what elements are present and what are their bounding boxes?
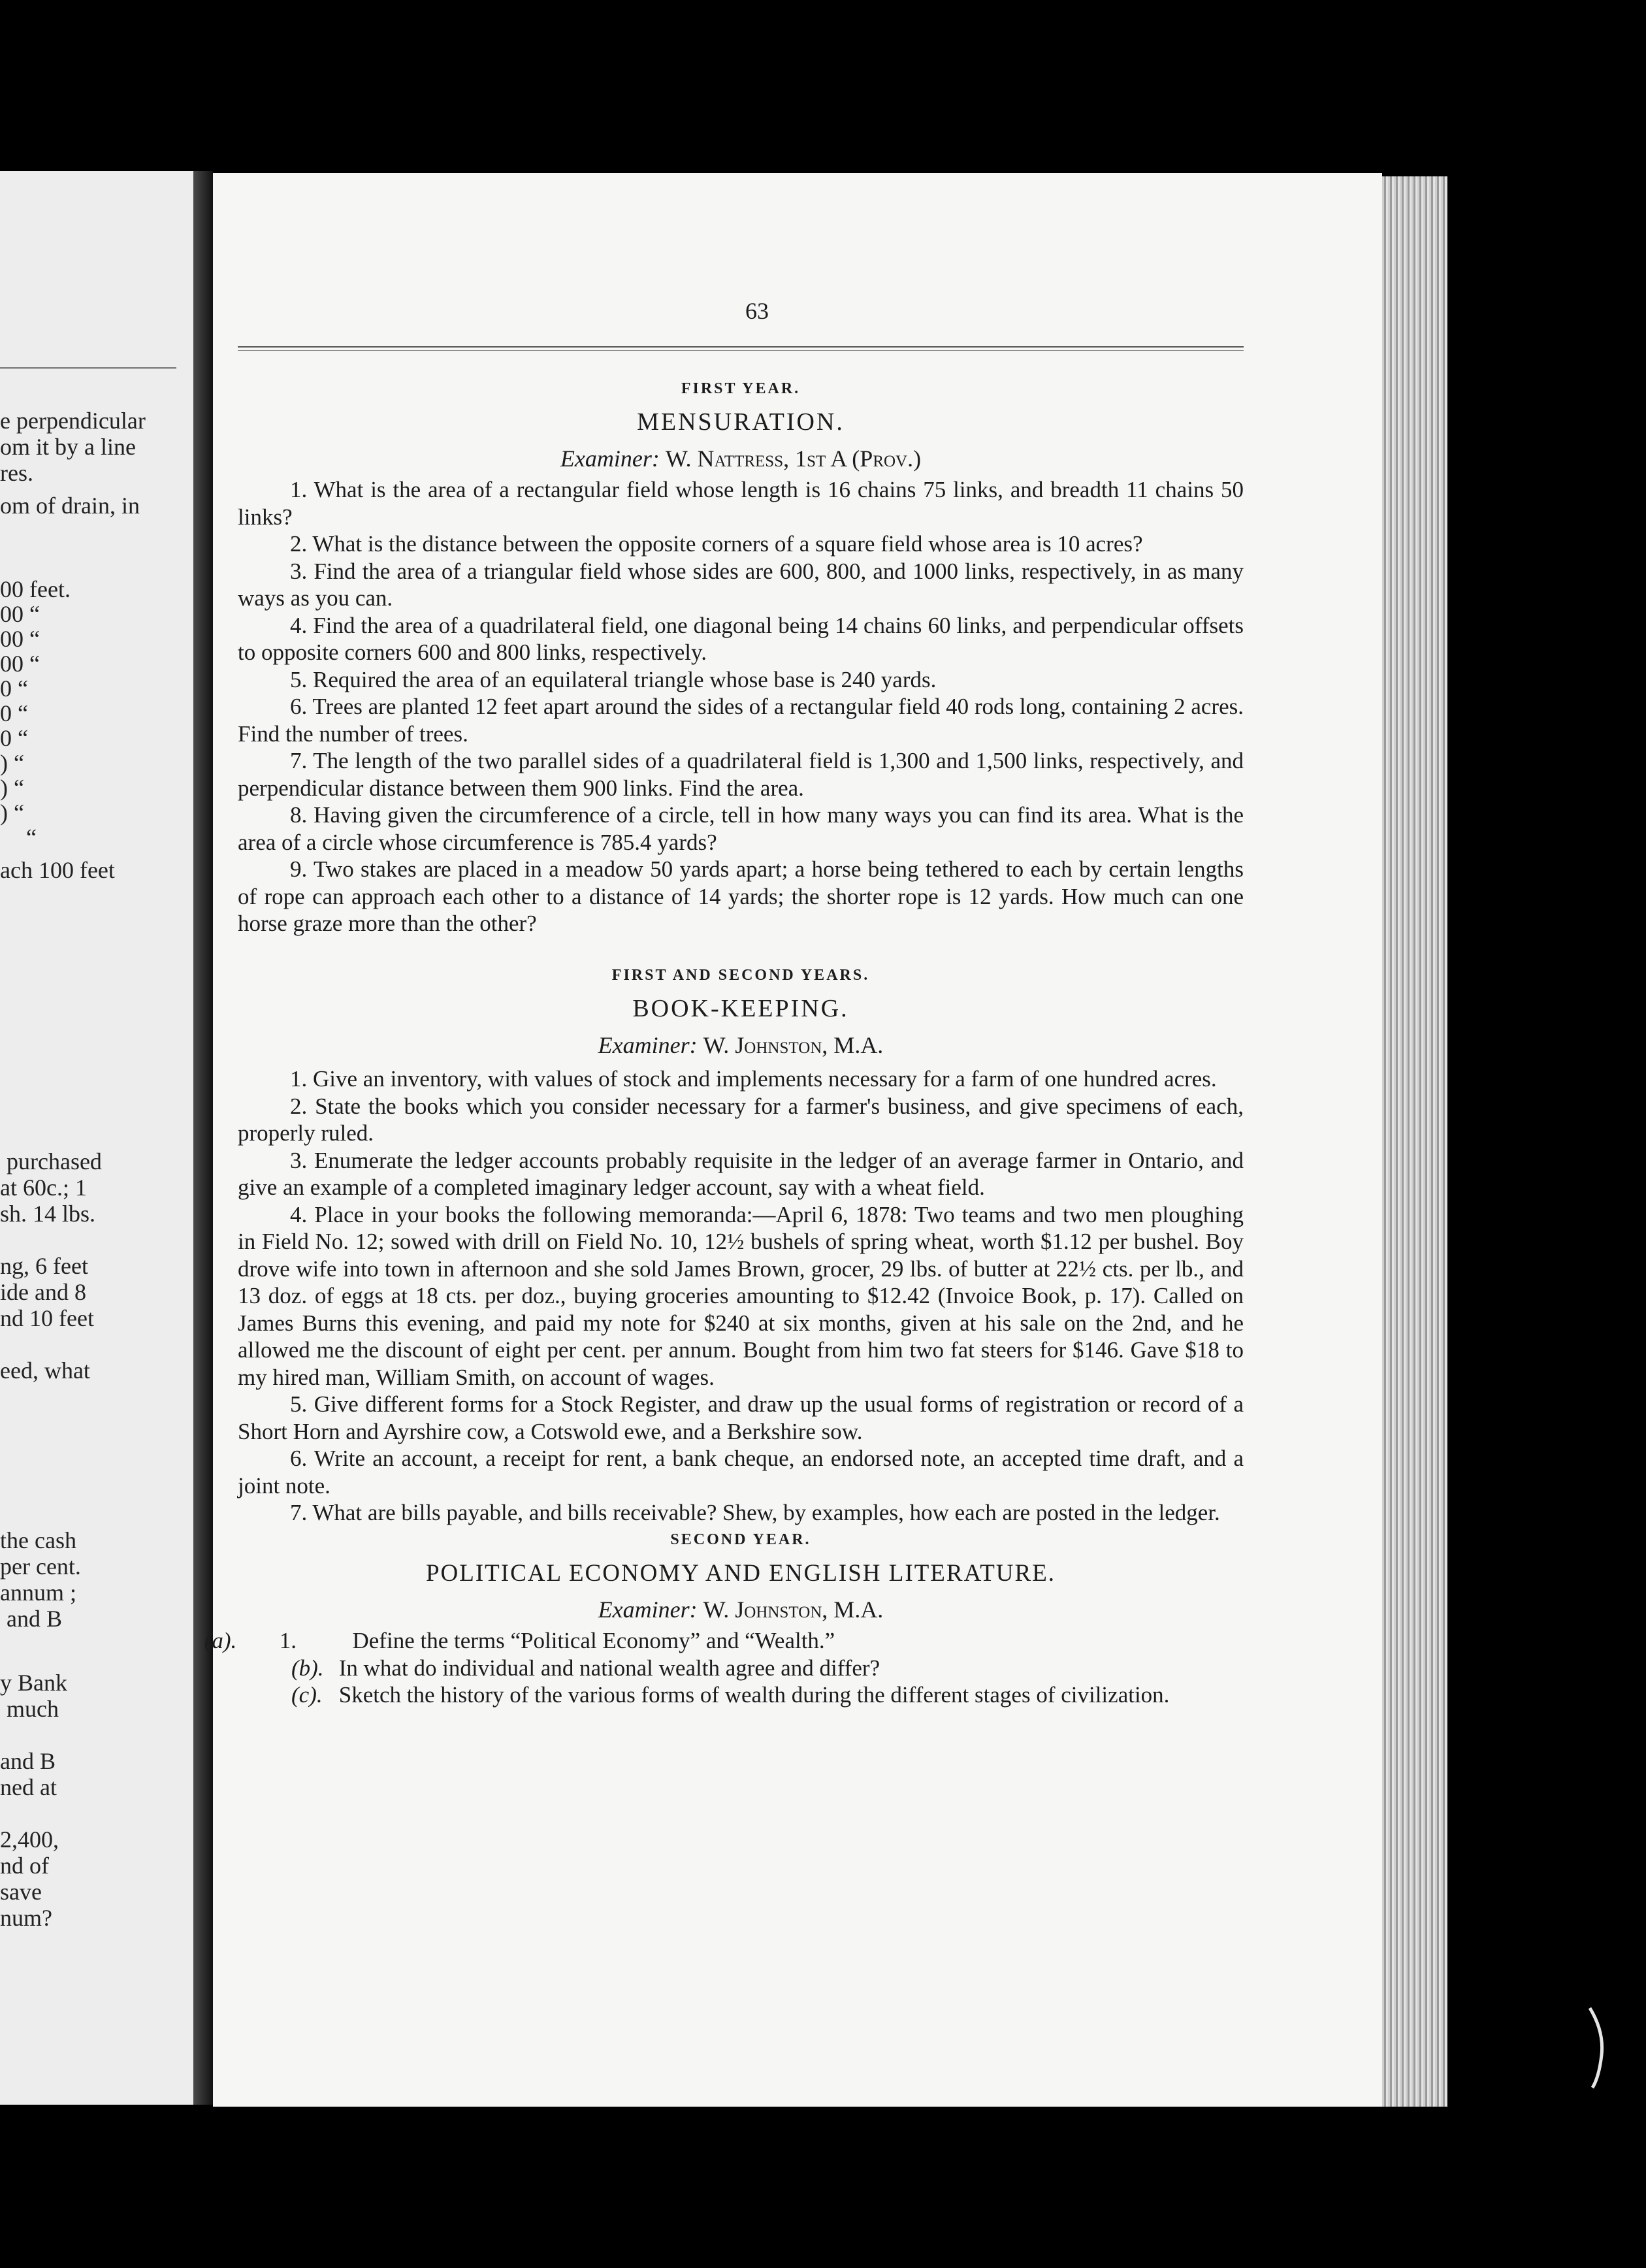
left-fragment: 2,400, xyxy=(0,1826,59,1853)
left-fragment: purchased xyxy=(7,1148,102,1174)
left-fragment: the cash xyxy=(0,1527,76,1553)
left-fragment: 00 feet. xyxy=(0,576,71,602)
question-part xyxy=(204,1627,1244,1655)
left-fragment: nd of xyxy=(0,1853,49,1879)
year-heading: FIRST YEAR. xyxy=(681,380,801,397)
question: 3. Find the area of a triangular field whose sides are 600, 800, and 1000 links, respectively, in as many ways as you can. xyxy=(238,558,1244,611)
question: 4. Find the area of a quadrilateral field, one diagonal being 14 chains 60 links, and perpendicular offsets to opposite corners 600 and 800 links, respectively. xyxy=(238,612,1244,665)
left-fragment: om of drain, in xyxy=(0,493,140,519)
examiner-name: W. Johnston, M.A. xyxy=(703,1596,884,1623)
part-text: Define the terms “Political Economy” and “Wealth.” xyxy=(352,1628,835,1653)
left-fragment: y Bank xyxy=(0,1670,67,1696)
examiner-line xyxy=(238,1596,1244,1624)
left-fragment: save xyxy=(0,1879,42,1905)
examiner-label: Examiner: xyxy=(598,1596,698,1623)
subject-heading: BOOK-KEEPING. xyxy=(632,995,849,1022)
part-letter: (a). xyxy=(204,1628,237,1653)
left-fragment: om it by a line xyxy=(0,434,136,460)
subject-heading: MENSURATION. xyxy=(637,408,845,436)
question: 1. What is the area of a rectangular field whose length is 16 chains 75 links, and breadth 11 chains 50 links? xyxy=(238,477,1244,530)
spacer xyxy=(238,937,1244,962)
question: 2. What is the distance between the opposite corners of a square field whose area is 10 acres? xyxy=(290,531,1143,557)
left-fragment: and B xyxy=(7,1606,62,1632)
left-fragment: ) “ xyxy=(0,750,24,776)
part-text: Sketch the history of the various forms of wealth during the different stages of civilization. xyxy=(338,1682,1170,1708)
subject-heading: POLITICAL ECONOMY AND ENGLISH LITERATURE. xyxy=(425,1560,1056,1587)
left-page-rule xyxy=(0,367,176,369)
question: 5. Required the area of an equilateral triangle whose base is 240 yards. xyxy=(290,666,937,692)
question: 6. Write an account, a receipt for rent, a bank cheque, an endorsed note, an accepted time draft, and a joint note. xyxy=(238,1446,1244,1498)
examiner-name: W. Nattress, 1st A (Prov.) xyxy=(665,445,922,472)
examiner-label: Examiner: xyxy=(560,445,660,472)
year-heading: FIRST AND SECOND YEARS. xyxy=(611,966,870,984)
left-facing-page xyxy=(0,171,193,2105)
left-fragment: 00 “ xyxy=(0,626,40,652)
left-fragment: per cent. xyxy=(0,1553,81,1580)
page-edges xyxy=(1382,176,1447,2107)
left-fragment: 0 “ xyxy=(0,725,28,751)
left-fragment: much xyxy=(7,1696,59,1722)
left-fragment: res. xyxy=(0,460,33,486)
section-bookkeeping xyxy=(238,962,1244,1527)
left-fragment: 0 “ xyxy=(0,700,28,726)
question: 1. Give an inventory, with values of stock and implements necessary for a farm of one hundred acres. xyxy=(290,1066,1217,1092)
question: 3. Enumerate the ledger accounts probably requisite in the ledger of an average farmer in Ontario, and give an example of a completed imaginary ledger account, say with a wheat field. xyxy=(238,1147,1244,1200)
question-number: 1. xyxy=(279,1628,297,1653)
question: 5. Give different forms for a Stock Register, and draw up the usual forms of registration or record of a Short Horn and Ayrshire cow, a Cotswold ewe, and a Berkshire sow. xyxy=(238,1391,1244,1444)
left-fragment: 0 “ xyxy=(0,675,28,702)
left-fragment: ned at xyxy=(0,1774,57,1800)
examiner-line xyxy=(238,446,1244,473)
question: 2. State the books which you consider necessary for a farmer's business, and give specimens of each, properly ruled. xyxy=(238,1093,1244,1146)
left-fragment: eed, what xyxy=(0,1357,90,1384)
examiner-label: Examiner: xyxy=(598,1031,698,1058)
section-mensuration xyxy=(238,376,1244,937)
left-fragment: ng, 6 feet xyxy=(0,1253,88,1279)
left-fragment: and B xyxy=(0,1748,56,1774)
question: 6. Trees are planted 12 feet apart around the sides of a rectangular field 40 rods long, containing 2 acres. Find the number of trees. xyxy=(238,694,1244,747)
question: 7. What are bills payable, and bills receivable? Shew, by examples, how each are posted in the ledger. xyxy=(290,1500,1220,1525)
left-fragment: “ xyxy=(26,824,37,850)
examiner-line xyxy=(238,1032,1244,1060)
left-fragment: 00 “ xyxy=(0,601,40,627)
part-text: In what do individual and national wealth agree and differ? xyxy=(338,1655,880,1681)
page-content xyxy=(204,298,1244,1709)
left-fragment: nd 10 feet xyxy=(0,1305,94,1331)
left-fragment: at 60c.; 1 xyxy=(0,1174,87,1201)
left-fragment: ) “ xyxy=(0,775,24,801)
book-gutter xyxy=(193,171,213,2105)
question: 8. Having given the circumference of a circle, tell in how many ways you can find its area. What is the area of a circle whose circumference is 785.4 yards? xyxy=(238,802,1244,855)
left-fragment: annum ; xyxy=(0,1580,76,1606)
scratch-mark xyxy=(1587,2005,1607,2090)
left-fragment: 00 “ xyxy=(0,651,40,677)
question-part xyxy=(238,1655,1244,1682)
question-part xyxy=(238,1681,1244,1709)
left-fragment: ach 100 feet xyxy=(0,857,115,883)
examiner-name: W. Johnston, M.A. xyxy=(703,1031,884,1058)
part-letter: (c). xyxy=(291,1682,323,1708)
header-rule xyxy=(238,346,1244,351)
left-fragment: num? xyxy=(0,1905,52,1931)
section-political-economy xyxy=(204,1527,1244,1709)
left-fragment: ide and 8 xyxy=(0,1279,86,1305)
question: 9. Two stakes are placed in a meadow 50 yards apart; a horse being tethered to each by certain lengths of rope can approach each other to a distance of 14 yards; the shorter rope is 12 yards. How much can one horse graze more than the other? xyxy=(238,856,1244,936)
left-fragment: e perpendicular xyxy=(0,408,146,434)
year-heading: SECOND YEAR. xyxy=(670,1531,811,1548)
left-fragment: sh. 14 lbs. xyxy=(0,1201,96,1227)
left-fragment: ) “ xyxy=(0,800,24,826)
part-letter: (b). xyxy=(291,1655,324,1681)
page-number: 63 xyxy=(745,298,769,324)
question: 7. The length of the two parallel sides of a quadrilateral field is 1,300 and 1,500 links, respectively, and perpendicular distance between them 900 links. Find the area. xyxy=(238,748,1244,801)
question: 4. Place in your books the following memoranda:—April 6, 1878: Two teams and two men ploughing in Field No. 12; sowed with drill on Field No. 10, 12½ bushels of spring wheat, worth $1.12 per bushel. Boy drove wife into town in afternoon and she sold James Brown, grocer, 29 lbs. of butter at 22½ cts. per lb., and 13 doz. of eggs at 18 cts. per doz., buying groceries amounting to $12.42 (Invoice Book, p. 17). Called on James Burns this evening, and paid my note for $240 at six months, given at his sale on the 2nd, and he allowed me the discount of eight per cent. per annum. Bought from him two fat steers for $146. Gave $18 to my hired man, William Smith, on account of wages. xyxy=(238,1201,1244,1390)
